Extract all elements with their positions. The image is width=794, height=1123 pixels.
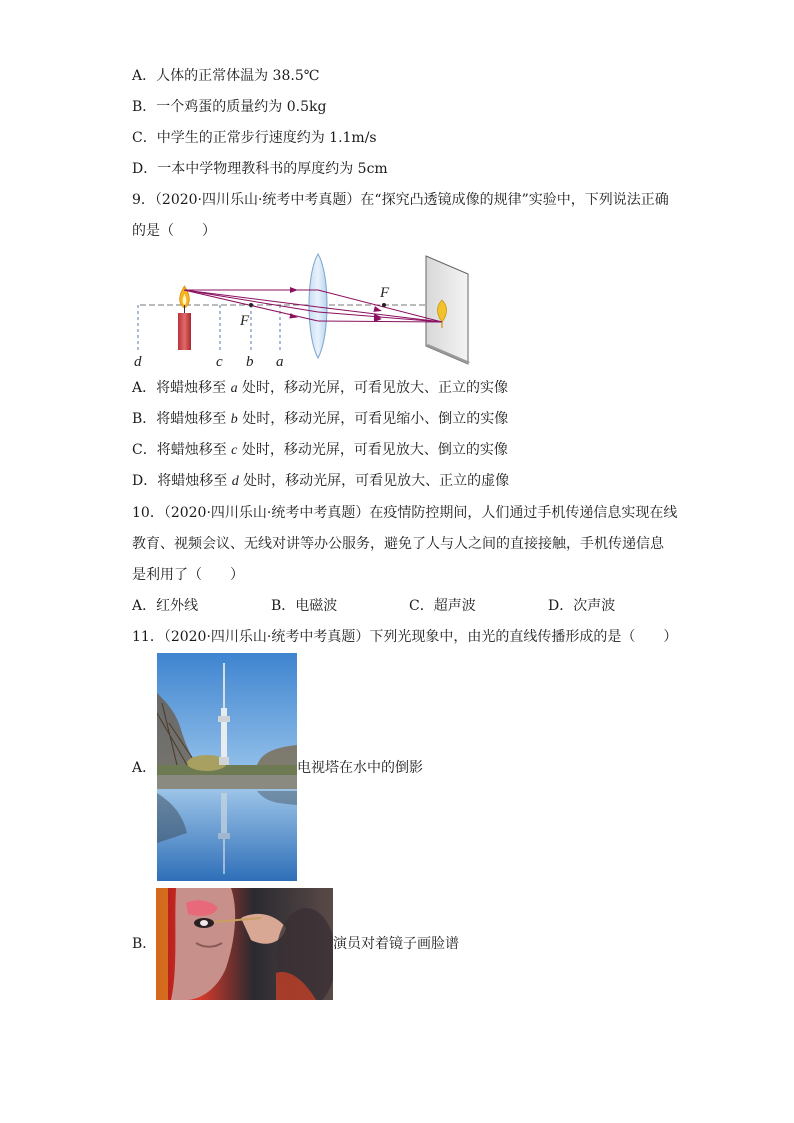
q10-option-a: A．红外线 bbox=[132, 598, 199, 614]
label-b: b bbox=[246, 354, 254, 370]
focal-point-right bbox=[382, 303, 386, 307]
q9-stem-line1: 9．（2020·四川乐山·统考中考真题）在“探究凸透镜成像的规律”实验中，下列说法正确 bbox=[132, 192, 669, 208]
q10-option-c: C．超声波 bbox=[409, 598, 476, 614]
ray-4 bbox=[184, 290, 318, 312]
convex-lens-diagram bbox=[130, 252, 475, 372]
q9-option-c: C．将蜡烛移至 c 处时，移动光屏，可看见放大、倒立的实像 bbox=[132, 442, 508, 458]
q9-stem-line2: 的是（ ） bbox=[132, 223, 216, 239]
q10-option-d: D．次声波 bbox=[548, 598, 616, 614]
tv-tower-reflection-photo bbox=[157, 653, 297, 881]
q9-option-a: A．将蜡烛移至 a 处时，移动光屏，可看见放大、正立的实像 bbox=[132, 380, 509, 396]
q8-option-d: D．一本中学物理教科书的厚度约为 5cm bbox=[132, 161, 388, 177]
candle-body bbox=[178, 313, 191, 350]
q10-stem-line1: 10．（2020·四川乐山·统考中考真题）在疫情防控期间，人们通过手机传递信息实现在线 bbox=[132, 505, 678, 521]
q11-option-b-letter: B． bbox=[132, 936, 157, 952]
q10-stem-line3: 是利用了（ ） bbox=[132, 567, 244, 583]
label-d: d bbox=[134, 354, 142, 370]
focal-point-left bbox=[249, 303, 253, 307]
label-f-left: F bbox=[240, 313, 250, 329]
q10-option-b: B．电磁波 bbox=[271, 598, 338, 614]
q9-option-b: B．将蜡烛移至 b 处时，移动光屏，可看见缩小、倒立的实像 bbox=[132, 411, 509, 427]
q10-stem-line2: 教育、视频会议、无线对讲等办公服务，避免了人与人之间的直接接触，手机传递信息 bbox=[132, 536, 664, 552]
q11-stem: 11．（2020·四川乐山·统考中考真题）下列光现象中，由光的直线传播形成的是（ ） bbox=[132, 629, 678, 645]
q11-option-a-letter: A． bbox=[132, 760, 157, 776]
q9-option-d: D．将蜡烛移至 d 处时，移动光屏，可看见放大、正立的虚像 bbox=[132, 473, 510, 489]
q8-option-b: B．一个鸡蛋的质量约为 0.5kg bbox=[132, 99, 327, 115]
q11-option-b-text: 演员对着镜子画脸谱 bbox=[333, 936, 459, 952]
q8-option-a: A．人体的正常体温为 38.5℃ bbox=[132, 68, 320, 84]
label-f-right: F bbox=[380, 285, 390, 301]
actor-painting-face-photo bbox=[156, 888, 333, 1000]
q8-option-c: C．中学生的正常步行速度约为 1.1m/s bbox=[132, 130, 377, 146]
label-a: a bbox=[276, 354, 284, 370]
ray-2b bbox=[318, 321, 442, 322]
q11-option-a-text: 电视塔在水中的倒影 bbox=[297, 760, 423, 776]
label-c: c bbox=[216, 354, 223, 370]
